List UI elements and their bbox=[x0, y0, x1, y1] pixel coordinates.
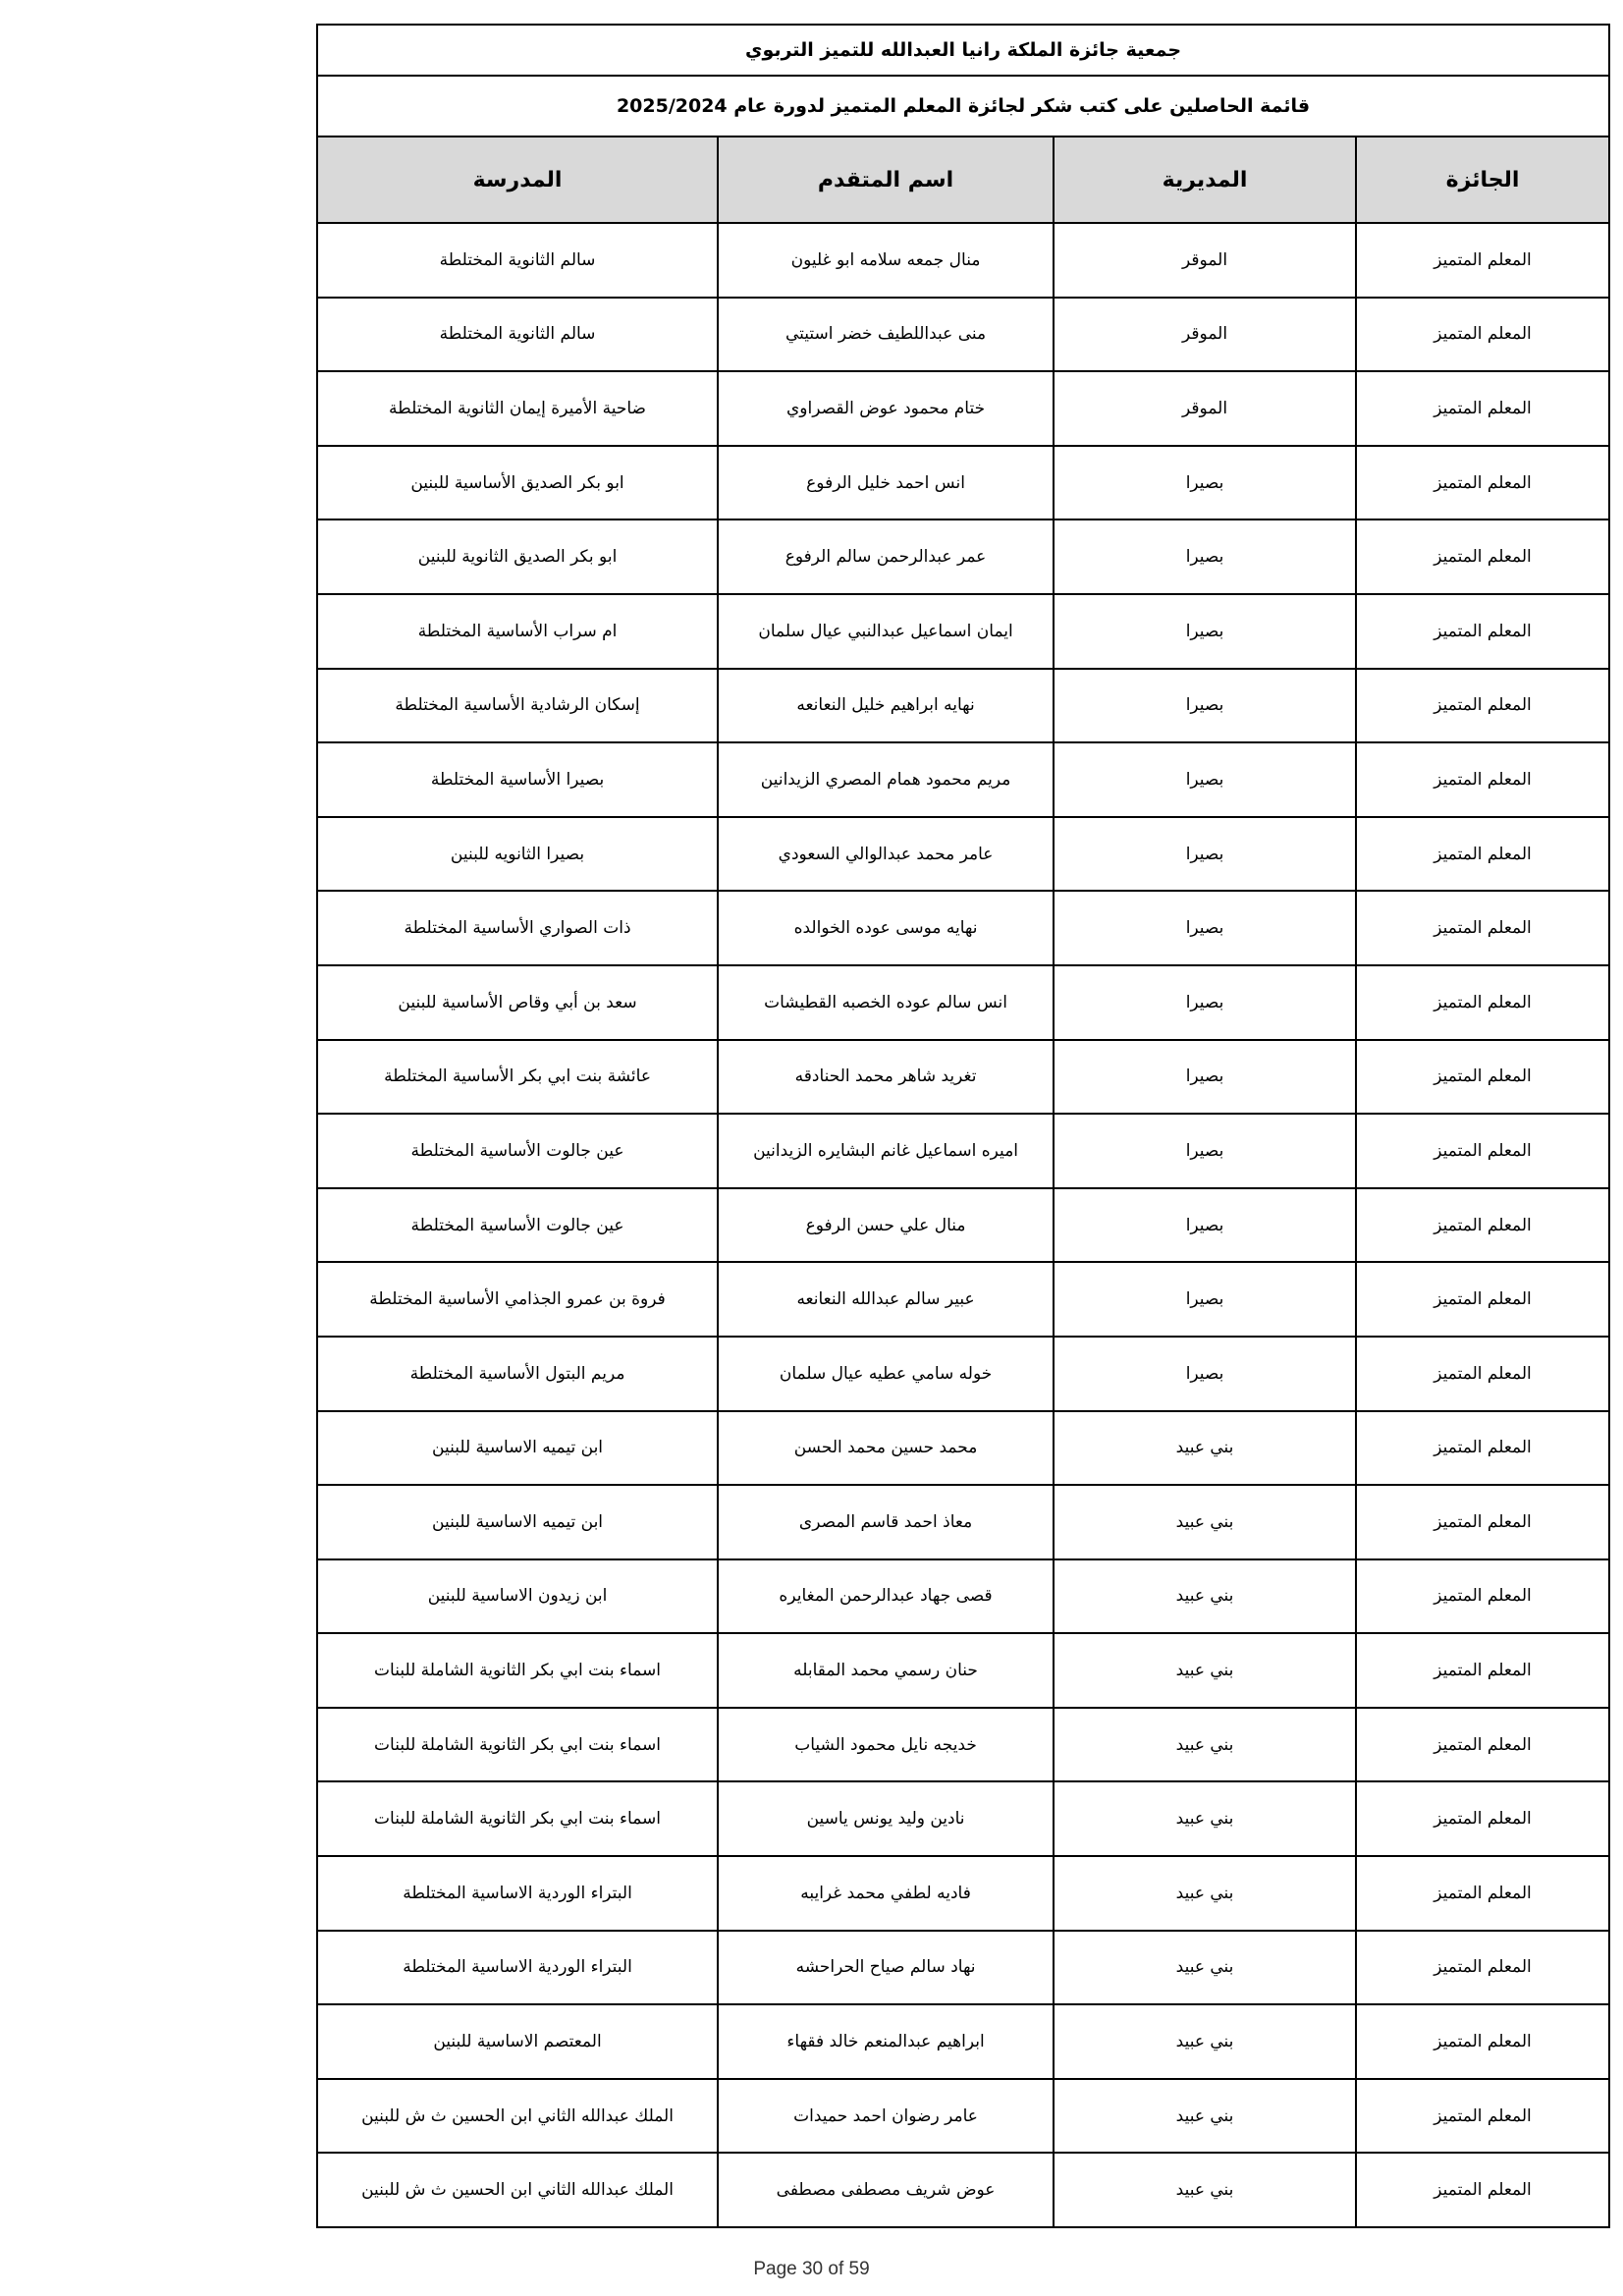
cell-applicant-name: محمد حسين محمد الحسن bbox=[718, 1411, 1054, 1486]
cell-directorate: بني عبيد bbox=[1054, 2153, 1356, 2227]
cell-award: المعلم المتميز bbox=[1356, 891, 1609, 965]
cell-school: عين جالوت الأساسية المختلطة bbox=[317, 1188, 718, 1263]
table-row bbox=[317, 965, 1609, 1040]
table-header-row bbox=[317, 137, 1609, 223]
cell-directorate: بصيرا bbox=[1054, 519, 1356, 594]
table-row bbox=[317, 2004, 1609, 2079]
cell-school: اسماء بنت ابي بكر الثانوية الشاملة للبنات bbox=[317, 1781, 718, 1856]
cell-award: المعلم المتميز bbox=[1356, 1188, 1609, 1263]
table-row bbox=[317, 2153, 1609, 2227]
cell-directorate: بصيرا bbox=[1054, 1114, 1356, 1188]
title-row bbox=[317, 25, 1609, 76]
cell-applicant-name: قصى جهاد عبدالرحمن المغايره bbox=[718, 1559, 1054, 1634]
table-row bbox=[317, 371, 1609, 446]
table-row bbox=[317, 1188, 1609, 1263]
cell-directorate: بصيرا bbox=[1054, 742, 1356, 817]
cell-applicant-name: حنان رسمي محمد المقابله bbox=[718, 1633, 1054, 1708]
cell-school: ذات الصواري الأساسية المختلطة bbox=[317, 891, 718, 965]
cell-school: ابن تيميه الاساسية للبنين bbox=[317, 1485, 718, 1559]
cell-award: المعلم المتميز bbox=[1356, 2153, 1609, 2227]
cell-applicant-name: عبير سالم عبدالله النعانعه bbox=[718, 1262, 1054, 1337]
cell-award: المعلم المتميز bbox=[1356, 298, 1609, 372]
column-header-award: الجائزة bbox=[1356, 137, 1609, 223]
table-row bbox=[317, 742, 1609, 817]
cell-award: المعلم المتميز bbox=[1356, 1114, 1609, 1188]
cell-directorate: بني عبيد bbox=[1054, 1559, 1356, 1634]
cell-applicant-name: اميره اسماعيل غانم البشايره الزيدانين bbox=[718, 1114, 1054, 1188]
cell-applicant-name: فاديه لطفي محمد غرايبه bbox=[718, 1856, 1054, 1931]
cell-applicant-name: عامر محمد عبدالوالي السعودي bbox=[718, 817, 1054, 892]
cell-applicant-name: عمر عبدالرحمن سالم الرفوع bbox=[718, 519, 1054, 594]
cell-school: ابن تيميه الاساسية للبنين bbox=[317, 1411, 718, 1486]
cell-directorate: بني عبيد bbox=[1054, 1708, 1356, 1782]
cell-award: المعلم المتميز bbox=[1356, 2004, 1609, 2079]
cell-school: بصيرا الأساسية المختلطة bbox=[317, 742, 718, 817]
cell-school: فروة بن عمرو الجذامي الأساسية المختلطة bbox=[317, 1262, 718, 1337]
table-row bbox=[317, 594, 1609, 669]
cell-school: عائشة بنت ابي بكر الأساسية المختلطة bbox=[317, 1040, 718, 1115]
cell-school: ابن زيدون الاساسية للبنين bbox=[317, 1559, 718, 1634]
cell-school: ابو بكر الصديق الثانوية للبنين bbox=[317, 519, 718, 594]
cell-school: ضاحية الأميرة إيمان الثانوية المختلطة bbox=[317, 371, 718, 446]
cell-directorate: بصيرا bbox=[1054, 965, 1356, 1040]
cell-award: المعلم المتميز bbox=[1356, 1485, 1609, 1559]
cell-award: المعلم المتميز bbox=[1356, 669, 1609, 743]
table-row bbox=[317, 1114, 1609, 1188]
cell-school: مريم البتول الأساسية المختلطة bbox=[317, 1337, 718, 1411]
cell-award: المعلم المتميز bbox=[1356, 1708, 1609, 1782]
cell-school: الملك عبدالله الثاني ابن الحسين ث ش للبنين bbox=[317, 2079, 718, 2154]
table-row bbox=[317, 1856, 1609, 1931]
cell-award: المعلم المتميز bbox=[1356, 446, 1609, 520]
cell-award: المعلم المتميز bbox=[1356, 223, 1609, 298]
table-row bbox=[317, 223, 1609, 298]
cell-applicant-name: مريم محمود همام المصري الزيدانين bbox=[718, 742, 1054, 817]
cell-directorate: بني عبيد bbox=[1054, 1931, 1356, 2005]
cell-school: ابو بكر الصديق الأساسية للبنين bbox=[317, 446, 718, 520]
cell-applicant-name: نهايه موسى عوده الخوالده bbox=[718, 891, 1054, 965]
cell-applicant-name: انس احمد خليل الرفوع bbox=[718, 446, 1054, 520]
table-row bbox=[317, 669, 1609, 743]
cell-award: المعلم المتميز bbox=[1356, 1337, 1609, 1411]
cell-applicant-name: خوله سامي عطيه عيال سلمان bbox=[718, 1337, 1054, 1411]
awards-table bbox=[316, 24, 1610, 2228]
table-row bbox=[317, 519, 1609, 594]
cell-directorate: الموقر bbox=[1054, 223, 1356, 298]
cell-directorate: بني عبيد bbox=[1054, 1781, 1356, 1856]
cell-directorate: بصيرا bbox=[1054, 891, 1356, 965]
cell-award: المعلم المتميز bbox=[1356, 742, 1609, 817]
cell-directorate: بصيرا bbox=[1054, 1040, 1356, 1115]
cell-school: عين جالوت الأساسية المختلطة bbox=[317, 1114, 718, 1188]
cell-award: المعلم المتميز bbox=[1356, 965, 1609, 1040]
cell-award: المعلم المتميز bbox=[1356, 371, 1609, 446]
cell-award: المعلم المتميز bbox=[1356, 1633, 1609, 1708]
cell-directorate: بني عبيد bbox=[1054, 1633, 1356, 1708]
cell-applicant-name: ختام محمود عوض القصراوي bbox=[718, 371, 1054, 446]
table-row bbox=[317, 1262, 1609, 1337]
cell-award: المعلم المتميز bbox=[1356, 2079, 1609, 2154]
cell-award: المعلم المتميز bbox=[1356, 1262, 1609, 1337]
cell-school: المعتصم الاساسية للبنين bbox=[317, 2004, 718, 2079]
document-subtitle: قائمة الحاصلين على كتب شكر لجائزة المعلم المتميز لدورة عام 2025/2024 bbox=[317, 76, 1609, 137]
cell-directorate: الموقر bbox=[1054, 298, 1356, 372]
table-row bbox=[317, 891, 1609, 965]
cell-applicant-name: ايمان اسماعيل عبدالنبي عيال سلمان bbox=[718, 594, 1054, 669]
table-row bbox=[317, 446, 1609, 520]
cell-directorate: بني عبيد bbox=[1054, 2079, 1356, 2154]
cell-directorate: بني عبيد bbox=[1054, 1856, 1356, 1931]
cell-applicant-name: ابراهيم عبدالمنعم خالد فقهاء bbox=[718, 2004, 1054, 2079]
cell-applicant-name: نادين وليد يونس ياسين bbox=[718, 1781, 1054, 1856]
cell-directorate: بني عبيد bbox=[1054, 1485, 1356, 1559]
cell-award: المعلم المتميز bbox=[1356, 1931, 1609, 2005]
column-header-directorate: المديرية bbox=[1054, 137, 1356, 223]
cell-directorate: بني عبيد bbox=[1054, 1411, 1356, 1486]
cell-directorate: بصيرا bbox=[1054, 1188, 1356, 1263]
cell-school: البتراء الوردية الاساسية المختلطة bbox=[317, 1931, 718, 2005]
table-row bbox=[317, 1559, 1609, 1634]
cell-award: المعلم المتميز bbox=[1356, 519, 1609, 594]
cell-directorate: بصيرا bbox=[1054, 669, 1356, 743]
cell-directorate: بصيرا bbox=[1054, 446, 1356, 520]
table-row bbox=[317, 1633, 1609, 1708]
cell-school: بصيرا الثانويه للبنين bbox=[317, 817, 718, 892]
column-header-name: اسم المتقدم bbox=[718, 137, 1054, 223]
table-row bbox=[317, 1708, 1609, 1782]
cell-applicant-name: تغريد شاهر محمد الحنادقه bbox=[718, 1040, 1054, 1115]
cell-directorate: بصيرا bbox=[1054, 1337, 1356, 1411]
cell-directorate: بصيرا bbox=[1054, 817, 1356, 892]
cell-award: المعلم المتميز bbox=[1356, 1781, 1609, 1856]
table-row bbox=[317, 1337, 1609, 1411]
document-title: جمعية جائزة الملكة رانيا العبدالله للتميز التربوي bbox=[317, 25, 1609, 76]
cell-applicant-name: نهايه ابراهيم خليل النعانعه bbox=[718, 669, 1054, 743]
cell-directorate: بصيرا bbox=[1054, 594, 1356, 669]
cell-school: سالم الثانوية المختلطة bbox=[317, 223, 718, 298]
cell-school: ام سراب الأساسية المختلطة bbox=[317, 594, 718, 669]
table-row bbox=[317, 2079, 1609, 2154]
cell-applicant-name: خديجه نايل محمود الشياب bbox=[718, 1708, 1054, 1782]
cell-school: إسكان الرشادية الأساسية المختلطة bbox=[317, 669, 718, 743]
cell-award: المعلم المتميز bbox=[1356, 817, 1609, 892]
cell-applicant-name: معاذ احمد قاسم المصرى bbox=[718, 1485, 1054, 1559]
cell-school: البتراء الوردية الاساسية المختلطة bbox=[317, 1856, 718, 1931]
subtitle-row bbox=[317, 76, 1609, 137]
cell-school: سعد بن أبي وقاص الأساسية للبنين bbox=[317, 965, 718, 1040]
cell-directorate: بصيرا bbox=[1054, 1262, 1356, 1337]
table-row bbox=[317, 1931, 1609, 2005]
cell-award: المعلم المتميز bbox=[1356, 1559, 1609, 1634]
cell-applicant-name: منى عبداللطيف خضر استيتي bbox=[718, 298, 1054, 372]
column-header-school: المدرسة bbox=[317, 137, 718, 223]
cell-applicant-name: عامر رضوان احمد حميدات bbox=[718, 2079, 1054, 2154]
cell-applicant-name: منال جمعه سلامه ابو غليون bbox=[718, 223, 1054, 298]
cell-directorate: الموقر bbox=[1054, 371, 1356, 446]
table-row bbox=[317, 1040, 1609, 1115]
table-row bbox=[317, 298, 1609, 372]
cell-school: الملك عبدالله الثاني ابن الحسين ث ش للبنين bbox=[317, 2153, 718, 2227]
cell-award: المعلم المتميز bbox=[1356, 1856, 1609, 1931]
table-row bbox=[317, 1485, 1609, 1559]
cell-school: سالم الثانوية المختلطة bbox=[317, 298, 718, 372]
cell-school: اسماء بنت ابي بكر الثانوية الشاملة للبنات bbox=[317, 1708, 718, 1782]
cell-applicant-name: انس سالم عوده الخصبه القطيشات bbox=[718, 965, 1054, 1040]
table-row bbox=[317, 1411, 1609, 1486]
cell-applicant-name: نهاد سالم صياح الحراحشه bbox=[718, 1931, 1054, 2005]
cell-award: المعلم المتميز bbox=[1356, 1411, 1609, 1486]
table-row bbox=[317, 1781, 1609, 1856]
table-row bbox=[317, 817, 1609, 892]
cell-applicant-name: عوض شريف مصطفى مصطفى bbox=[718, 2153, 1054, 2227]
cell-directorate: بني عبيد bbox=[1054, 2004, 1356, 2079]
cell-applicant-name: منال علي حسن الرفوع bbox=[718, 1188, 1054, 1263]
cell-award: المعلم المتميز bbox=[1356, 1040, 1609, 1115]
cell-school: اسماء بنت ابي بكر الثانوية الشاملة للبنات bbox=[317, 1633, 718, 1708]
cell-award: المعلم المتميز bbox=[1356, 594, 1609, 669]
page-number: Page 30 of 59 bbox=[753, 2259, 870, 2279]
